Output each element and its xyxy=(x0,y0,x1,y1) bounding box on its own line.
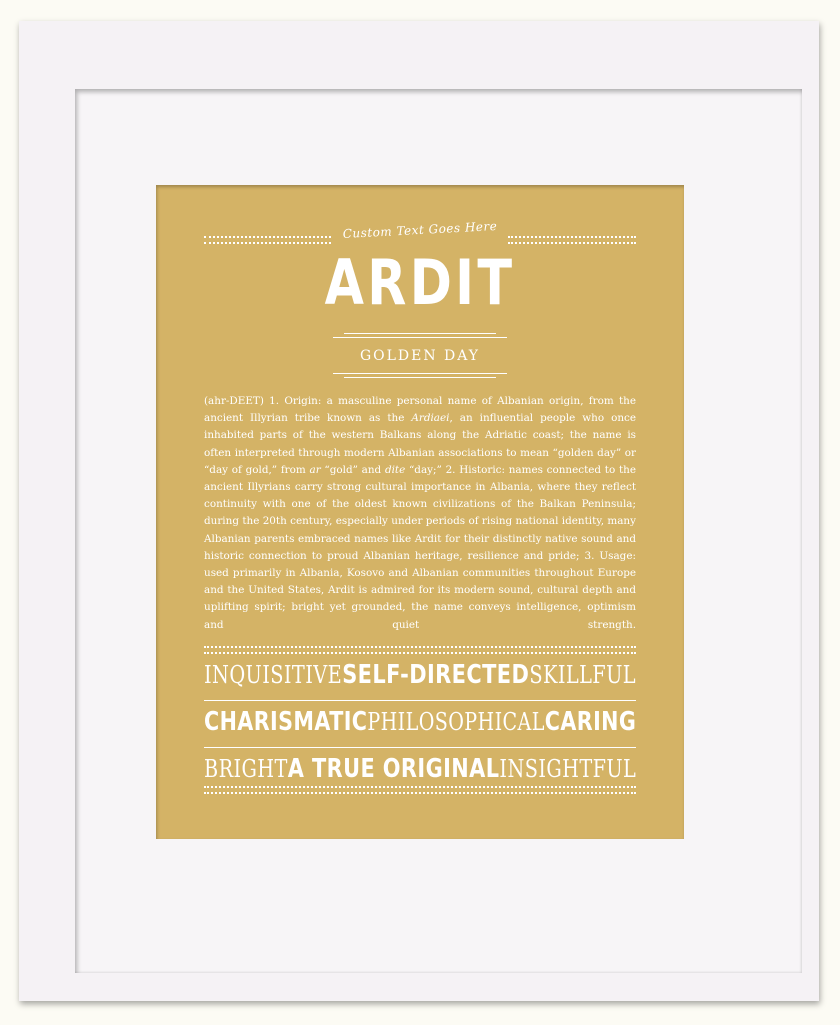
custom-text: Custom Text Goes Here xyxy=(342,218,498,242)
dotted-divider-traits-top xyxy=(204,646,636,648)
trait-separator xyxy=(204,747,636,748)
trait-line xyxy=(204,754,636,784)
name-meaning: GOLDEN DAY xyxy=(359,348,481,364)
trait-word: SELF-DIRECTED xyxy=(342,660,530,690)
name-title: ARDIT xyxy=(324,246,516,319)
trait-separator xyxy=(204,700,636,701)
trait-word: BRIGHT xyxy=(204,755,288,783)
trait-word: PHILOSOPHICAL xyxy=(367,708,545,736)
trait-line xyxy=(204,707,636,737)
trait-word: CHARISMATIC xyxy=(204,707,368,737)
title-rule-top-2 xyxy=(333,337,507,338)
title-rule-top xyxy=(344,333,496,334)
definition-segment: Ardiaei xyxy=(411,412,450,425)
trait-word: A TRUE ORIGINAL xyxy=(287,754,500,784)
dotted-ornament-right xyxy=(508,236,636,238)
definition-segment: “day;” 2. Historic: names connected to the ancient Illyrians carry strong cultural importance in Albania, where they reflect continuity with one of the oldest known civilizations of the Balkan Peninsula; during the 20th century, especially under periods of rising national identity, many Albanian parents embraced names like Ardit for their distinctly native sound and historic connection to proud Albanian heritage, resilience and pride; 3. Usage: used primarily in Albania, Kosovo and Albanian communities throughout Europe and the United States, Ardit is admired for its modern sound, cultural depth and uplifting spirit; bright yet grounded, the name conveys intelligence, optimism and quiet strength. xyxy=(204,463,636,631)
trait-word: SKILLFUL xyxy=(529,661,636,689)
trait-word: INQUISITIVE xyxy=(204,661,343,689)
trait-word: CARING xyxy=(544,707,637,737)
definition-segment: (ahr-DEET) 1. Origin: a masculine personal name of Albanian origin, from the ancient Illyrian tribe known as the xyxy=(204,395,636,425)
definition-segment: “gold” and xyxy=(320,463,385,476)
name-print-artwork xyxy=(156,185,684,839)
trait-word: INSIGHTFUL xyxy=(499,755,637,783)
meaning-rule-bottom xyxy=(333,373,507,374)
definition-segment: , an influential people who once inhabited parts of the western Balkans along the Adriatic coast; the name is often interpreted through modern Albanian associations to mean “golden day” or “day of gold,” from xyxy=(204,412,636,476)
name-definition xyxy=(204,393,636,634)
definition-segment: dite xyxy=(384,463,406,476)
meaning-rule-bottom-2 xyxy=(344,377,496,378)
dotted-divider-traits-bottom xyxy=(204,786,636,788)
definition-segment: ar xyxy=(309,463,321,476)
trait-line xyxy=(204,660,636,690)
